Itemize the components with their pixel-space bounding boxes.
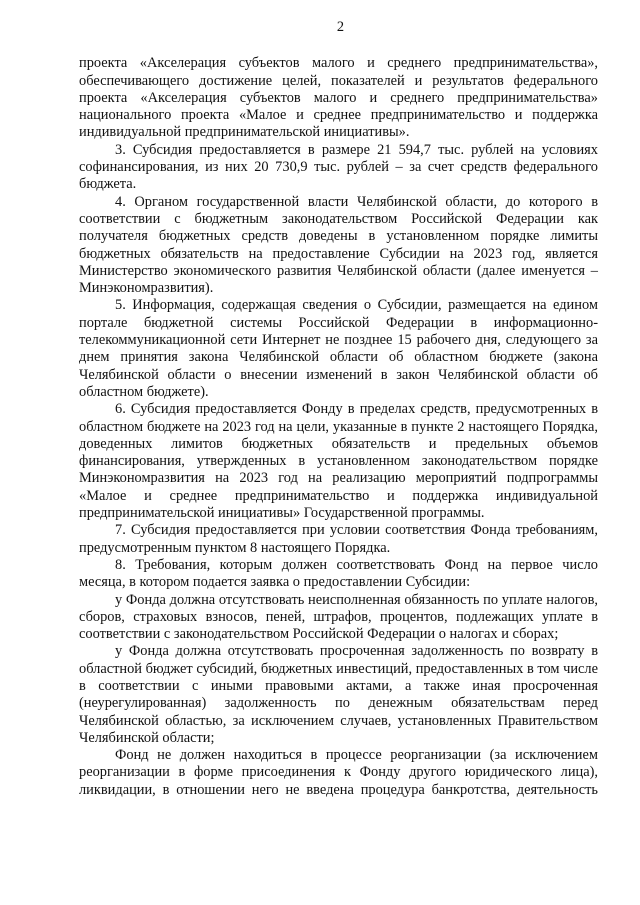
page-number: 2 [336,19,345,35]
paragraph: 6. Субсидия предоставляется Фонду в пределах средств, предусмотренных в областном бюджете на 2023 год на цели, указанные в пункте 2 настоящего Порядка, доведенных лимитов бюджетных обязательств и предельных объемов финансирования, утвержденных в установленном законодательством порядке Минэкономразвития на 2023 год на реализацию мероприятий подпрограммы «Малое и среднее предпринимательство и поддержка индивидуальной предпринимательской инициативы» Государственной программы. [79,401,598,522]
document-body [79,55,598,799]
paragraph: у Фонда должна отсутствовать просроченная задолженность по возврату в областной бюджет субсидий, бюджетных инвестиций, предоставленных в том числе в соответствии с иными правовыми актами, а также иная просроченная (неурегулированная) задолженность по денежным обязательствам перед Челябинской областью, за исключением случаев, установленных Правительством Челябинской области; [79,643,598,746]
paragraph: у Фонда должна отсутствовать неисполненная обязанность по уплате налогов, сборов, страховых взносов, пеней, штрафов, процентов, подлежащих уплате в соответствии с законодательством Российской Федерации о налогах и сборах; [79,591,598,643]
paragraph: 3. Субсидия предоставляется в размере 21 594,7 тыс. рублей на условиях софинансирования, из них 20 730,9 тыс. рублей – за счет средств федерального бюджета. [79,141,598,193]
paragraph: 5. Информация, содержащая сведения о Субсидии, размещается на едином портале бюджетной системы Российской Федерации в информационно-телекоммуникационной сети Интернет не позднее 15 рабочего дня, следующего за днем принятия закона Челябинской области об областном бюджете (закона Челябинской области о внесении изменений в закон Челябинской области об областном бюджете). [79,297,598,400]
paragraph: проекта «Акселерация субъектов малого и среднего предпринимательства», обеспечивающего достижение целей, показателей и результатов федерального проекта «Акселерация субъектов малого и среднего предпринимательства» национального проекта «Малое и среднее предпринимательство и поддержка индивидуальной предпринимательской инициативы». [79,55,598,141]
paragraph: 7. Субсидия предоставляется при условии соответствия Фонда требованиям, предусмотренным пунктом 8 настоящего Порядка. [79,522,598,556]
paragraph: 4. Органом государственной власти Челябинской области, до которого в соответствии с бюджетным законодательством Российской Федерации как получателя бюджетных средств доведены в установленном порядке лимиты бюджетных обязательств на предоставление Субсидии на 2023 год, является Министерство экономического развития Челябинской области (далее именуется – Минэкономразвития). [79,193,598,297]
paragraph: Фонд не должен находиться в процессе реорганизации (за исключением реорганизации в форме присоединения к Фонду другого юридического лица), ликвидации, в отношении него не введена процедура банкротства, деятельность [79,747,598,798]
paragraph: 8. Требования, которым должен соответствовать Фонд на первое число месяца, в котором подается заявка о предоставлении Субсидии: [79,556,598,591]
